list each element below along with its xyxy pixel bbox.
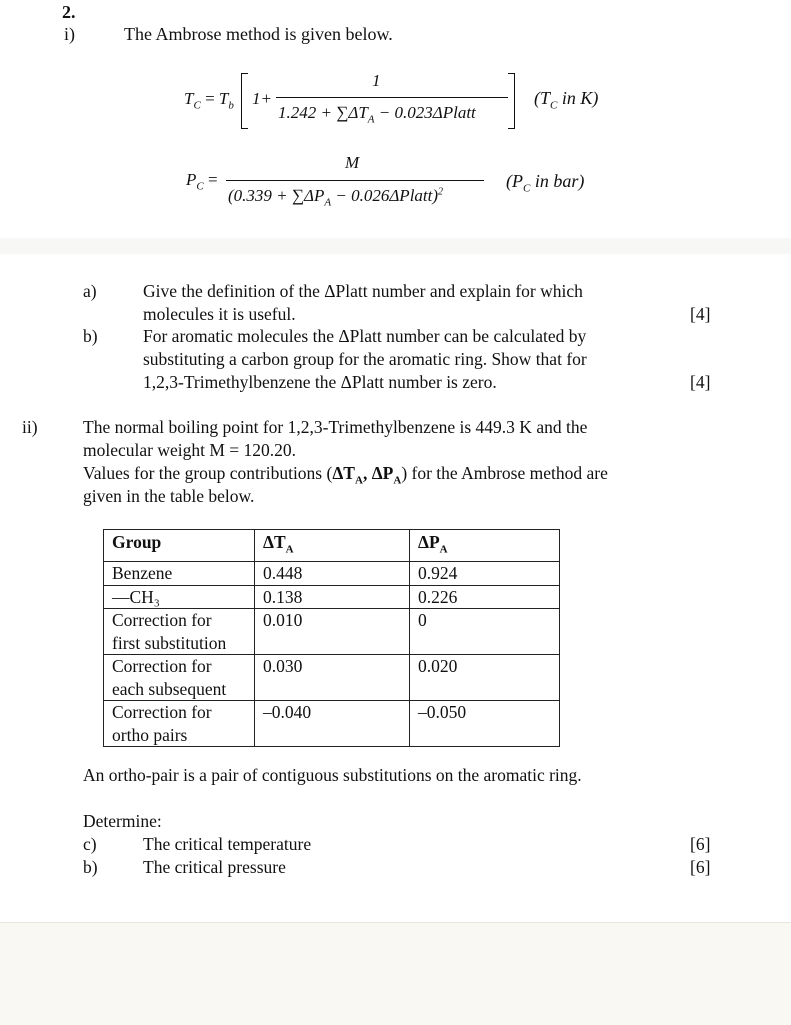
part-ii-line-1: The normal boiling point for 1,2,3-Trimethylbenzene is 449.3 K and the xyxy=(83,417,588,437)
sub-c-label: c) xyxy=(83,834,97,854)
formula-tc-fraction-bar xyxy=(276,97,508,98)
table-cell-dt: 0.010 xyxy=(255,609,410,655)
part-ii-line-2: molecular weight M = 120.20. xyxy=(83,440,297,460)
table-cell-dp: –0.050 xyxy=(410,701,560,747)
table-cell-dt: 0.448 xyxy=(255,562,410,586)
determine-heading: Determine: xyxy=(83,811,162,831)
table-header-dt: $\Delta T_A$ xyxy=(255,530,410,562)
sub-b-line-3: 1,2,3-Trimethylbenzene the ΔPlatt number is zero. xyxy=(143,372,497,392)
formula-pc-lhs: $P_C$ = xyxy=(186,170,218,193)
formula-tc-one-plus: 1+ xyxy=(252,89,272,108)
part-ii-label: ii) xyxy=(22,417,38,437)
table-cell-group: Correction for ortho pairs xyxy=(104,701,255,747)
question-number: 2. xyxy=(62,2,76,22)
formula-tc-numerator: 1 xyxy=(372,71,381,90)
sub-c-text: The critical temperature xyxy=(143,834,312,854)
table-row xyxy=(104,655,560,701)
table-cell-dt: 0.138 xyxy=(255,585,410,609)
sub-d-label: b) xyxy=(83,857,98,877)
formula-pc-unit-note: ($P_C$ in bar) xyxy=(506,171,585,195)
formula-tc-denominator: $1.242 + \sum\Delta T_A$ − 0.023ΔPlatt xyxy=(278,103,476,126)
formula-tc-left-bracket xyxy=(241,73,248,129)
formula-pc-denominator: ($0.339 + \sum\Delta P_A$ − 0.026ΔPlatt)$^2$ xyxy=(228,186,444,209)
table-cell-dp: 0.924 xyxy=(410,562,560,586)
table-row xyxy=(104,701,560,747)
ortho-pair-note: An ortho-pair is a pair of contiguous substitutions on the aromatic ring. xyxy=(83,765,582,785)
sub-a-line-2: molecules it is useful. xyxy=(143,304,296,324)
sub-b-label: b) xyxy=(83,326,98,346)
formula-tc-lhs: $T_C = T_b$ xyxy=(184,89,234,112)
intro-text: The Ambrose method is given below. xyxy=(124,24,393,44)
formula-pc-numerator: M xyxy=(345,153,360,172)
table-row xyxy=(104,609,560,655)
formula-tc-right-bracket xyxy=(508,73,515,129)
sub-b-line-2: substituting a carbon group for the aromatic ring. Show that for xyxy=(143,349,587,369)
formula-pc-fraction-bar xyxy=(226,180,484,181)
sub-c-marks: [6] xyxy=(690,834,711,854)
section-divider-band xyxy=(0,238,791,254)
group-contributions-table xyxy=(103,529,560,747)
table-cell-dt: –0.040 xyxy=(255,701,410,747)
table-header-dp: $\Delta P_A$ xyxy=(410,530,560,562)
sub-a-line-1: Give the definition of the ΔPlatt number and explain for which xyxy=(143,281,583,301)
part-ii-line-4: given in the table below. xyxy=(83,486,255,506)
sub-d-marks: [6] xyxy=(690,857,711,877)
table-row xyxy=(104,585,560,609)
table-row xyxy=(104,562,560,586)
table-cell-dp: 0.226 xyxy=(410,585,560,609)
part-ii-line-3: Values for the group contributions ($\Delta T_A$, $\Delta P_A$) for the Ambrose method are xyxy=(83,463,608,487)
page-footer-band xyxy=(0,922,791,1025)
sub-b-line-1: For aromatic molecules the ΔPlatt number can be calculated by xyxy=(143,326,587,346)
table-cell-group: Benzene xyxy=(104,562,255,586)
table-header-row xyxy=(104,530,560,562)
sub-d-text: The critical pressure xyxy=(143,857,286,877)
table-cell-group: Correction for first substitution xyxy=(104,609,255,655)
table-cell-dt: 0.030 xyxy=(255,655,410,701)
table-cell-group: —CH₃ xyxy=(104,585,255,609)
formula-tc-unit-note: ($T_C$ in K) xyxy=(534,88,599,112)
part-i-label: i) xyxy=(64,24,75,44)
table-cell-dp: 0.020 xyxy=(410,655,560,701)
table-cell-group: Correction for each subsequent xyxy=(104,655,255,701)
sub-a-marks: [4] xyxy=(690,304,711,324)
sub-a-label: a) xyxy=(83,281,97,301)
sub-b-marks: [4] xyxy=(690,372,711,392)
table-cell-dp: 0 xyxy=(410,609,560,655)
table-header-group: Group xyxy=(104,530,255,562)
